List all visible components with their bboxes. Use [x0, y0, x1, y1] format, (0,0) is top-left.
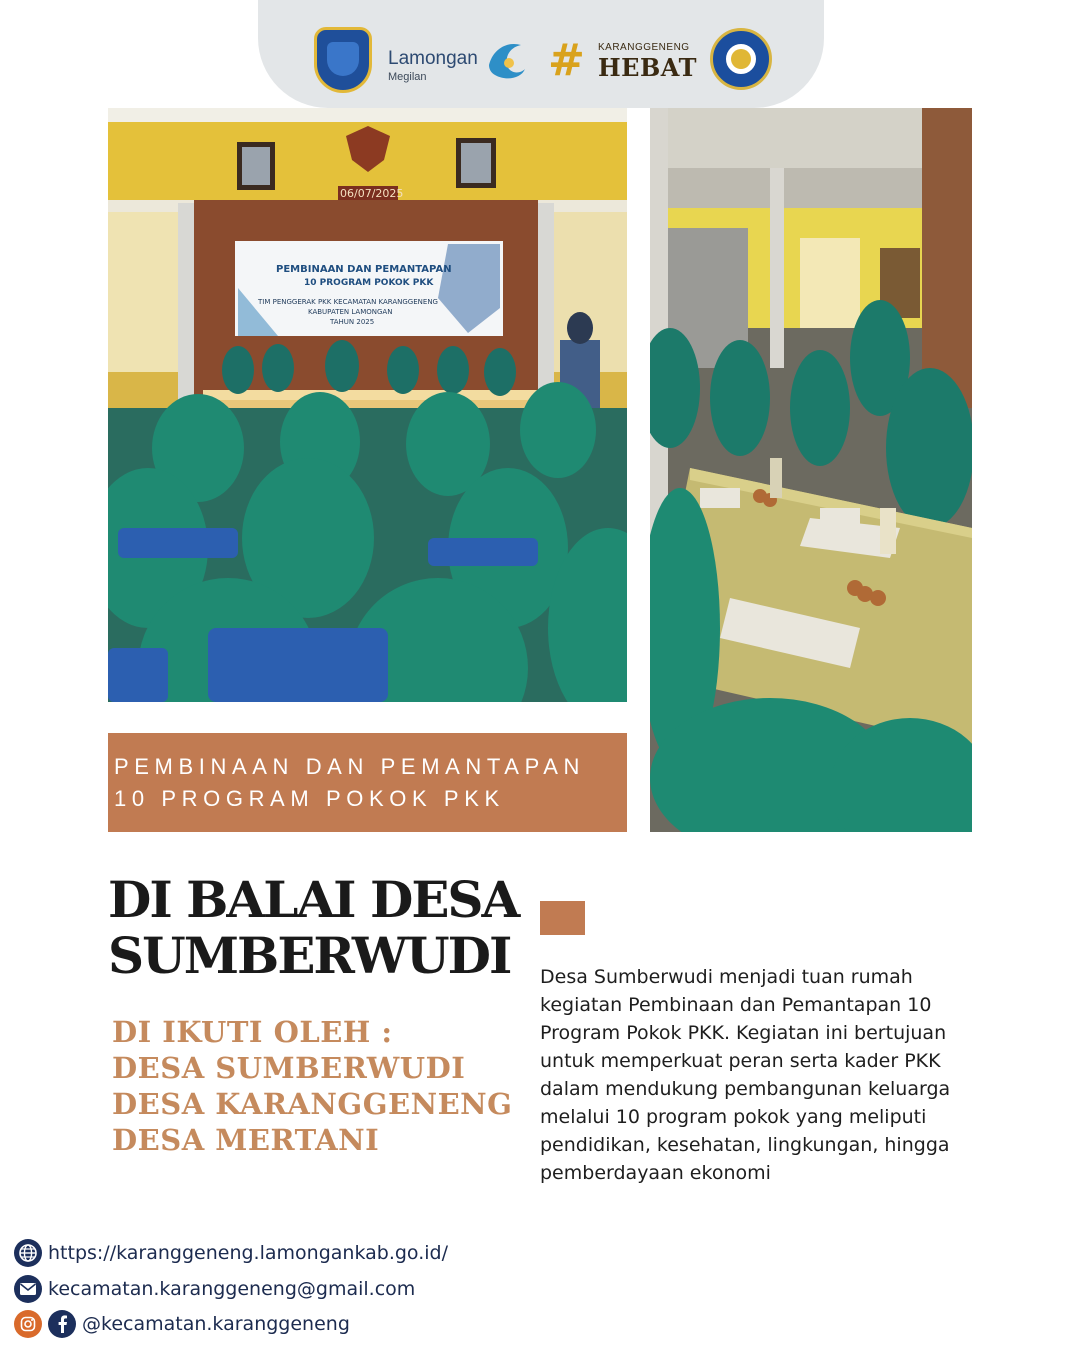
- photo-banner-line2: 10 PROGRAM POKOK PKK: [304, 278, 434, 288]
- participants-heading: DI IKUTI OLEH :: [112, 1015, 393, 1049]
- photo-banner-line1: PEMBINAAN DAN PEMANTAPAN: [276, 264, 452, 275]
- accent-square: [540, 901, 585, 935]
- social-handle[interactable]: @kecamatan.karanggeneng: [82, 1313, 350, 1335]
- location-title: [108, 872, 528, 984]
- instagram-icon[interactable]: [14, 1310, 42, 1338]
- event-description: Desa Sumberwudi menjadi tuan rumah kegiatan Pembinaan dan Pemantapan 10 Program Pokok PKK. Kegiatan ini bertujuan untuk memperkuat peran serta kader PKK dalam mendukung pembangunan keluarga melalui 10 program pokok yang meliputi pendidikan, kesehatan, lingkungan, hingga pemberdayaan ekonomi: [540, 966, 951, 1184]
- contact-social[interactable]: [14, 1310, 350, 1338]
- lamongan-logo-text: Lamongan: [388, 48, 478, 69]
- globe-icon: [14, 1239, 42, 1267]
- photo-banner-line5: TAHUN 2025: [330, 318, 375, 326]
- participant-village: DESA KARANGGENENG: [112, 1087, 513, 1121]
- photo-banner-line4: KABUPATEN LAMONGAN: [308, 308, 393, 316]
- photo-group-discussion: [650, 108, 972, 832]
- participant-village: DESA SUMBERWUDI: [112, 1051, 466, 1085]
- email-link[interactable]: kecamatan.karanggeneng@gmail.com: [48, 1278, 416, 1300]
- banner-line-1: PEMBINAAN DAN PEMANTAPAN: [114, 754, 585, 779]
- contact-email[interactable]: [14, 1275, 415, 1303]
- hebat-logo-small-text: KARANGGENENG: [598, 42, 690, 53]
- facebook-icon[interactable]: [48, 1310, 76, 1338]
- megilan-logo-subtext: Megilan: [388, 71, 427, 83]
- wave-logo-icon: [483, 35, 527, 81]
- photo-meeting-hall: [108, 108, 627, 702]
- header-logo-bar: [258, 0, 824, 108]
- photo-banner-line3: TIM PENGGERAK PKK KECAMATAN KARANGGENENG: [258, 298, 438, 306]
- photo-date-text: 06/07/2025: [340, 187, 404, 200]
- participant-village: DESA MERTANI: [112, 1123, 380, 1157]
- hebat-logo-text: HEBAT: [598, 53, 697, 82]
- event-title-banner: [108, 733, 627, 832]
- website-link[interactable]: https://karanggeneng.lamongankab.go.id/: [48, 1242, 448, 1264]
- contact-website[interactable]: [14, 1239, 448, 1267]
- hebat-hash-icon: #: [548, 35, 585, 86]
- mail-icon: [14, 1275, 42, 1303]
- kecamatan-seal-icon: [710, 28, 772, 90]
- participants-list: [112, 1014, 532, 1158]
- location-title-line-1: DI BALAI DESA: [108, 870, 519, 929]
- lamongan-regency-seal-icon: [314, 27, 372, 93]
- banner-line-2: 10 PROGRAM POKOK PKK: [114, 786, 505, 811]
- location-title-line-2: SUMBERWUDI: [108, 926, 511, 985]
